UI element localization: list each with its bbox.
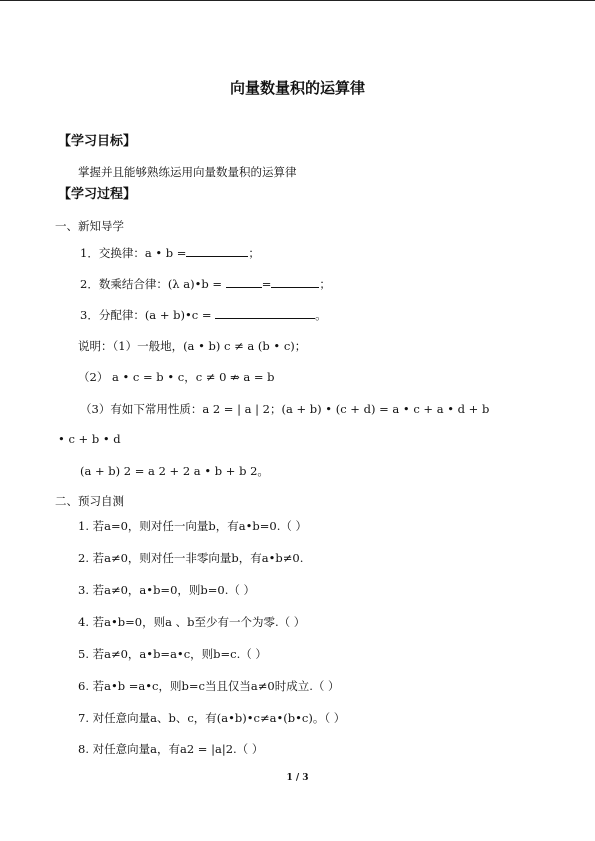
note-4: (a + b) 2 = a 2 + 2 a • b + b 2。 — [80, 464, 269, 478]
page-top-border — [0, 0, 595, 1]
part1-heading: 一、新知导学 — [55, 219, 124, 233]
law2-blank-1[interactable] — [226, 275, 262, 288]
objective-text: 掌握并且能够熟练运用向量数量积的运算律 — [78, 165, 297, 179]
law2-text: 2．数乘结合律：(λ a)•b = — [80, 277, 226, 291]
quiz-item: 5. 若a≠0，a•b=a•c，则b=c.（ ） — [78, 647, 267, 661]
quiz-item: 4. 若a•b=0，则a 、b至少有一个为零.（ ） — [78, 615, 306, 629]
quiz-item: 8. 对任意向量a，有a2 = |a|2.（ ） — [78, 742, 264, 756]
note-1: 说明：（1）一般地，(a • b) c ≠ a (b • c)； — [78, 339, 307, 353]
note-3: （3）有如下常用性质：a 2 = | a | 2；(a + b) • (c + d) = a • c + a • d + b — [80, 402, 490, 416]
quiz-item: 6. 若a•b =a•c，则b=c当且仅当a≠0时成立.（ ） — [78, 679, 340, 693]
process-heading: 【学习过程】 — [58, 187, 137, 202]
law3-text: 3．分配律：(a + b)•c = — [80, 308, 216, 322]
note-3-continued: • c + b • d — [58, 432, 121, 446]
quiz-item: 1. 若a=0，则对任一向量b，有a•b=0.（ ） — [78, 519, 308, 533]
page-number: 1 / 3 — [286, 773, 309, 783]
law-scalar-associative — [80, 275, 331, 292]
law2-blank-2[interactable] — [271, 275, 319, 288]
part2-heading: 二、预习自测 — [55, 494, 124, 508]
quiz-item: 3. 若a≠0，a•b=0，则b=0.（ ） — [78, 583, 256, 597]
law-distributive — [80, 306, 327, 323]
page-title: 向量数量积的运算律 — [229, 79, 365, 97]
law1-text: 1．交换律：a • b = — [80, 246, 187, 260]
law1-end: ； — [248, 246, 260, 260]
quiz-item: 2. 若a≠0，则对任一非零向量b，有a•b≠0. — [78, 551, 304, 565]
note-2: （2） a • c = b • c，c ≠ 0 ⇏ a = b — [78, 370, 275, 384]
objective-heading: 【学习目标】 — [58, 134, 137, 149]
quiz-item: 7. 对任意向量a、b、c，有(a•b)•c≠a•(b•c)。（ ） — [78, 711, 346, 725]
law1-blank[interactable] — [186, 244, 248, 257]
law3-end: 。 — [315, 308, 327, 322]
law3-blank[interactable] — [215, 306, 315, 319]
law-commutative — [80, 244, 260, 261]
law2-eq: = — [261, 277, 272, 291]
law2-end: ； — [319, 277, 331, 291]
